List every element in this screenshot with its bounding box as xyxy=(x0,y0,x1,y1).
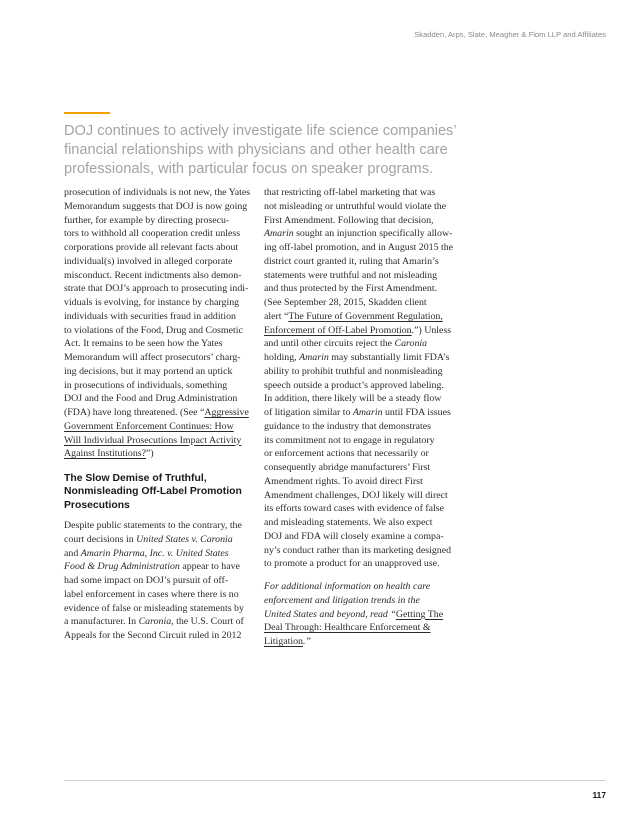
text-line: that restricting off-label marketing that was xyxy=(264,187,436,198)
link-aggressive-enforcement[interactable]: Will Individual Prosecutions Impact Activity xyxy=(64,434,242,446)
pull-quote xyxy=(64,122,464,179)
text-line: prosecution of individuals is not new, the Yates xyxy=(64,187,251,198)
accent-rule xyxy=(64,112,110,114)
text-line xyxy=(64,447,254,461)
pull-quote-line: DOJ continues to actively investigate life science companies’ xyxy=(64,123,457,139)
text-line xyxy=(264,227,454,241)
text-fragment: (FDA) have long threatened. (See “ xyxy=(64,407,205,418)
text-fragment: ”) xyxy=(146,448,154,460)
text-line: strate that DOJ’s approach to prosecuting indi- xyxy=(64,283,249,295)
case-name: Caronia xyxy=(138,616,172,628)
link-getting-the-deal-through[interactable]: Litigation xyxy=(264,636,303,647)
text-fragment: holding, xyxy=(264,352,300,363)
left-column xyxy=(64,186,254,643)
text-fragment: .”) Unless xyxy=(411,324,452,336)
text-line: Memorandum suggests that DOJ is now going xyxy=(64,200,248,212)
text-fragment: of litigation similar to xyxy=(264,407,353,418)
text-line: consequently abridge manufacturers’ First xyxy=(264,462,431,473)
text-line: corporations provide all relevant facts about xyxy=(64,242,239,253)
text-line: DOJ and FDA will closely examine a compa- xyxy=(264,530,444,542)
text-line xyxy=(64,547,254,561)
paragraph-yates-memo xyxy=(64,186,254,461)
text-line: (See September 28, 2015, Skadden client xyxy=(264,297,427,308)
text-line: DOJ and the Food and Drug Administration xyxy=(64,393,238,405)
text-line: tors to withhold all cooperation credit unless xyxy=(64,228,241,240)
text-line: guidance to the industry that demonstrates xyxy=(264,420,432,432)
note-text: For additional information on health care xyxy=(264,581,431,592)
text-fragment: and until other circuits reject the xyxy=(264,338,395,350)
text-line xyxy=(264,406,454,420)
text-line xyxy=(64,533,254,547)
text-line: had some impact on DOJ’s pursuit of off- xyxy=(64,575,229,587)
text-fragment: , the U.S. Court of xyxy=(171,616,244,628)
paragraph-caronia-amarin xyxy=(64,519,254,643)
text-line: In addition, there likely will be a steady flow xyxy=(264,393,442,405)
text-line xyxy=(264,310,454,324)
text-fragment: and xyxy=(64,547,81,559)
note-text: .” xyxy=(302,636,311,647)
pull-quote-line: professionals, with particular focus on speaker programs. xyxy=(64,161,434,177)
text-fragment: alert “ xyxy=(264,310,289,322)
text-line: not misleading or untruthful would violate the xyxy=(264,200,447,212)
case-name: Amarin Pharma, Inc. v. United States xyxy=(80,547,229,559)
link-aggressive-enforcement[interactable]: Aggressive xyxy=(204,407,249,418)
text-line: Amendment rights. To avoid direct First xyxy=(264,475,423,487)
text-line xyxy=(64,434,254,448)
text-fragment: a manufacturer. In xyxy=(64,616,139,628)
link-getting-the-deal-through[interactable]: Deal Through: Healthcare Enforcement & xyxy=(264,622,431,634)
page-number: 117 xyxy=(592,790,606,800)
text-line: and misleading statements. We also expect xyxy=(264,517,433,528)
text-line xyxy=(264,324,454,338)
text-line xyxy=(64,615,254,629)
text-line: Despite public statements to the contrary, the xyxy=(64,520,242,532)
text-line: its commitment not to engage in regulatory xyxy=(264,434,435,446)
text-line: misconduct. Recent indictments also demon- xyxy=(64,269,242,281)
section-subheading xyxy=(64,472,254,512)
text-line xyxy=(64,420,254,434)
text-line xyxy=(264,635,454,649)
text-line: Memorandum will affect prosecutors’ charg- xyxy=(64,352,241,363)
text-line xyxy=(64,560,254,574)
additional-info-note xyxy=(264,580,454,649)
link-future-of-regulation[interactable]: The Future of Government Regulation, xyxy=(288,310,443,322)
note-text: United States and beyond, read “ xyxy=(264,608,396,620)
subheading-line: Nonmisleading Off-Label Promotion xyxy=(64,486,242,498)
link-getting-the-deal-through[interactable]: Getting The xyxy=(395,608,444,620)
case-name: United States v. Caronia xyxy=(136,533,233,545)
text-line: to violations of the Food, Drug and Cosmetic xyxy=(64,324,243,336)
case-name: Amarin xyxy=(264,228,294,240)
subheading-line: Prosecutions xyxy=(64,499,130,511)
text-fragment: appear to have xyxy=(179,561,240,573)
case-name: Amarin xyxy=(352,407,383,418)
text-line: in prosecutions of individuals, something xyxy=(64,379,228,391)
text-line: ability to prohibit truthful and nonmisleading xyxy=(264,365,443,377)
link-aggressive-enforcement[interactable]: Against Institutions? xyxy=(64,448,147,460)
subheading-line: The Slow Demise of Truthful, xyxy=(64,473,207,484)
text-fragment: may substantially limit FDA’s xyxy=(328,352,450,363)
text-line: ing off-label promotion, and in August 2015 the xyxy=(264,242,454,253)
text-line xyxy=(264,337,454,351)
text-line: ing decisions, but it may portend an uptick xyxy=(64,365,233,377)
right-column xyxy=(264,186,454,649)
paragraph-gap xyxy=(264,571,454,580)
text-line xyxy=(264,621,454,635)
text-line: to promote a product for an unapproved use. xyxy=(264,558,440,570)
text-line xyxy=(264,594,454,608)
case-name: Food & Drug Administration xyxy=(64,561,180,573)
case-name: Caronia xyxy=(394,338,428,350)
text-line: district court granted it, ruling that Amarin’s xyxy=(264,255,439,267)
text-line: further, for example by directing prosecu- xyxy=(64,214,230,226)
text-line: label enforcement in cases where there is no xyxy=(64,588,239,600)
text-line: and thus protected by the First Amendment. xyxy=(264,283,438,295)
text-line: its efforts toward cases with evidence of false xyxy=(264,503,444,515)
pull-quote-line: financial relationships with physicians and other health care xyxy=(64,142,448,158)
text-line: or enforcement actions that necessarily or xyxy=(264,448,429,460)
text-line: individual(s) involved in alleged corporate xyxy=(64,255,233,267)
text-line: statements were truthful and not misleading xyxy=(264,269,438,281)
text-line: Act. It remains to be seen how the Yates xyxy=(64,338,223,350)
text-line xyxy=(64,406,254,420)
paragraph-first-amendment xyxy=(264,186,454,571)
text-fragment: until FDA issues xyxy=(382,407,451,418)
text-line: First Amendment. Following that decision, xyxy=(264,214,434,226)
text-line: evidence of false or misleading statements by xyxy=(64,602,244,614)
footer-rule xyxy=(64,780,606,781)
text-line: individuals with securities fraud in addition xyxy=(64,310,236,322)
text-line: viduals is evolving, for instance by charging xyxy=(64,297,240,308)
text-line xyxy=(264,608,454,622)
link-aggressive-enforcement[interactable]: Government Enforcement Continues: How xyxy=(64,420,234,432)
text-line xyxy=(264,351,454,365)
text-line: ny’s conduct rather than its marketing designed xyxy=(264,544,452,556)
link-future-of-regulation[interactable]: Enforcement of Off-Label Promotion xyxy=(264,324,412,336)
case-name: Amarin xyxy=(299,352,329,363)
running-header: Skadden, Arps, Slate, Meagher & Flom LLP and Affiliates xyxy=(414,30,606,39)
text-line xyxy=(264,580,454,594)
text-line: speech outside a product’s approved labeling. xyxy=(264,379,444,391)
note-text: enforcement and litigation trends in the xyxy=(264,594,420,606)
text-line: Amendment challenges, DOJ likely will direct xyxy=(264,489,448,501)
text-fragment: sought an injunction specifically allow- xyxy=(293,228,453,240)
text-line: Appeals for the Second Circuit ruled in 2012 xyxy=(64,630,242,642)
text-fragment: court decisions in xyxy=(64,533,137,545)
